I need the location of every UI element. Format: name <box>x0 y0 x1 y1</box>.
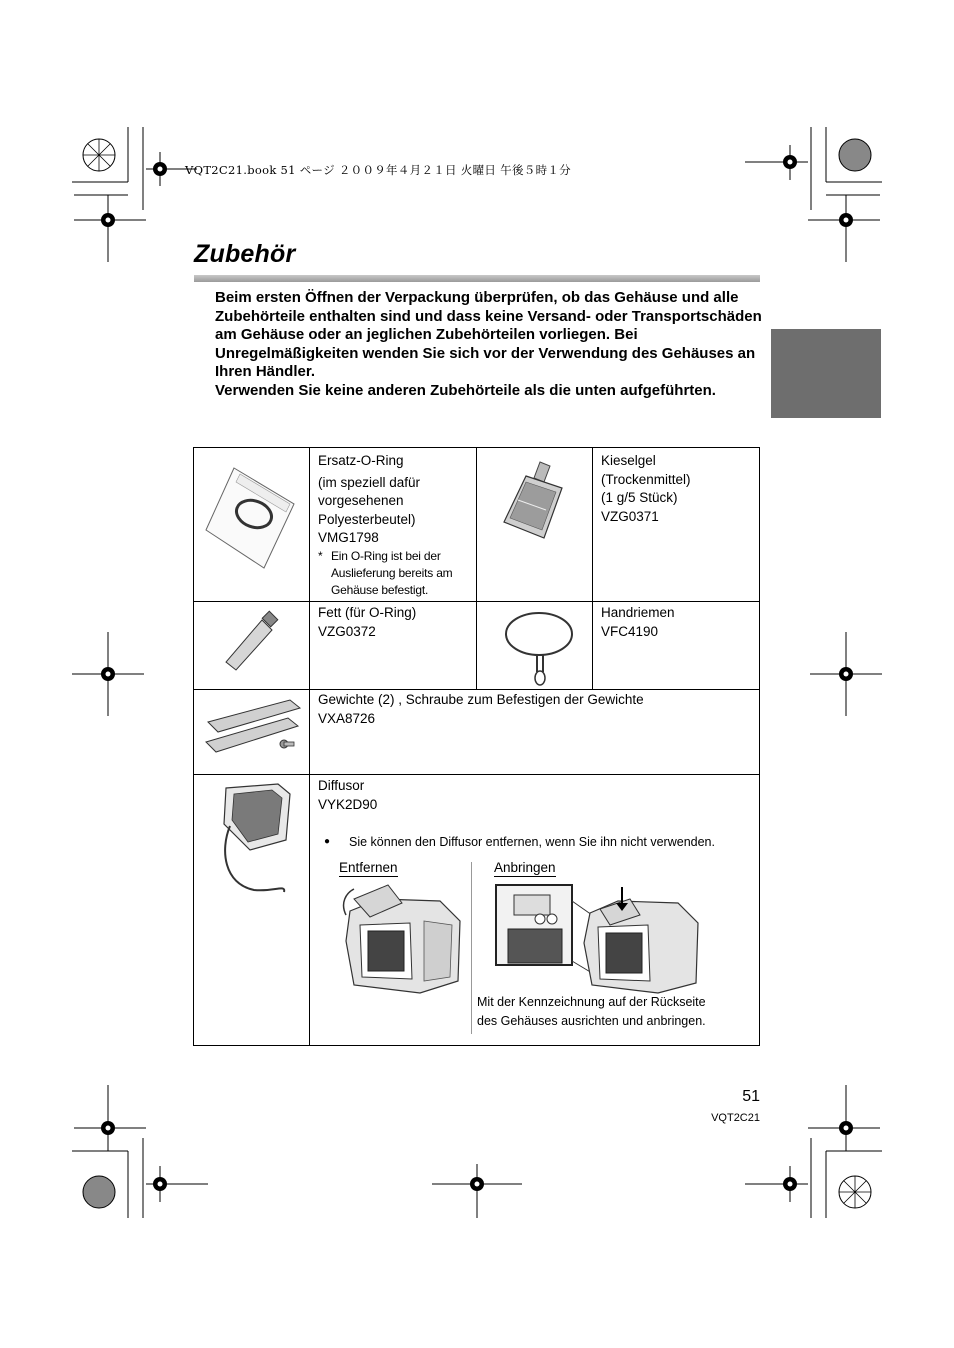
grid-line <box>194 689 760 690</box>
title-rule <box>194 275 760 282</box>
grid-line <box>476 448 477 689</box>
attach-caption <box>477 993 757 1031</box>
intro-paragraph-2: Verwenden Sie keine anderen Zubehörteile als die unten aufgeführten. <box>215 381 716 399</box>
oring-name: Ersatz-O-Ring <box>318 453 404 468</box>
remove-label: Entfernen <box>339 860 398 875</box>
hand-strap-icon <box>499 610 579 690</box>
diffusor-bullet-text: Sie können den Diffusor entfernen, wenn Sie ihn nicht verwenden. <box>349 835 715 849</box>
silica-name: Kieselgel <box>601 453 656 468</box>
diffusor-code: VYK2D90 <box>318 796 378 812</box>
silica-cell <box>601 452 756 526</box>
doc-code: VQT2C21 <box>711 1112 760 1124</box>
grid-line <box>194 774 760 775</box>
silica-qty: (1 g/5 Stück) <box>601 490 678 505</box>
grease-cell <box>318 604 473 641</box>
silica-code: VZG0371 <box>601 508 659 524</box>
oring-bag-icon <box>206 468 306 568</box>
weights-screw-icon <box>204 698 304 768</box>
grid-line <box>592 448 593 689</box>
strap-cell <box>601 604 756 641</box>
weights-code: VXA8726 <box>318 710 376 726</box>
oring-detail: (im speziell dafür vorgesehenen Polyesterbeutel) <box>318 474 421 527</box>
diffusor-cell <box>318 777 758 814</box>
grease-tube-icon <box>218 614 288 684</box>
attach-label: Anbringen <box>494 860 556 875</box>
housing-remove-illustration <box>340 881 465 996</box>
file-header: VQT2C21.book 51 ページ ２００９年４月２１日 火曜日 午後５時１分 <box>185 163 571 177</box>
section-tab <box>771 329 881 418</box>
page-number: 51 <box>742 1088 760 1105</box>
housing-attach-illustration <box>494 881 709 996</box>
diffusor-name: Diffusor <box>318 778 365 793</box>
intro-paragraph-1: Beim ersten Öffnen der Verpackung überprüfen, ob das Gehäuse und alle Zubehörteile enthalten sind und dass keine Versand- oder Transportschäden am Gehäuse oder an jeglichen Zubehörteilen vorliegen. Bei Unregelmäßigkeiten wenden Sie sich vor der Verwendung des Gehäuses an Ihren Händler. <box>215 289 762 381</box>
bullet-icon: ● <box>324 836 331 847</box>
grid-line <box>309 448 310 1046</box>
strap-name: Handriemen <box>601 605 675 620</box>
accessories-table <box>193 447 760 1046</box>
grease-name: Fett (für O-Ring) <box>318 605 417 620</box>
intro-text <box>215 289 765 401</box>
oring-code: VMG1798 <box>318 530 379 545</box>
silica-detail: (Trockenmittel) <box>601 471 691 487</box>
diffusor-bullet <box>324 833 754 852</box>
strap-code: VFC4190 <box>601 623 659 639</box>
weights-name: Gewichte (2) , Schraube zum Befestigen der Gewichte <box>318 692 644 707</box>
grid-line <box>194 601 760 602</box>
weights-cell <box>318 691 758 728</box>
attach-caption-1: Mit der Kennzeichnung auf der Rückseite <box>477 995 706 1009</box>
oring-note-marker: * <box>318 548 323 563</box>
silica-gel-icon <box>496 460 576 550</box>
oring-note: Ein O-Ring ist bei der Auslieferung bereits am Gehäuse befestigt. <box>331 548 453 597</box>
grease-code: VZG0372 <box>318 623 376 639</box>
page-title: Zubehör <box>194 240 296 268</box>
diffusor-icon <box>216 780 306 900</box>
oring-cell <box>318 452 473 599</box>
attach-caption-2: des Gehäuses ausrichten und anbringen. <box>477 1014 706 1028</box>
illustration-divider <box>471 862 472 1034</box>
